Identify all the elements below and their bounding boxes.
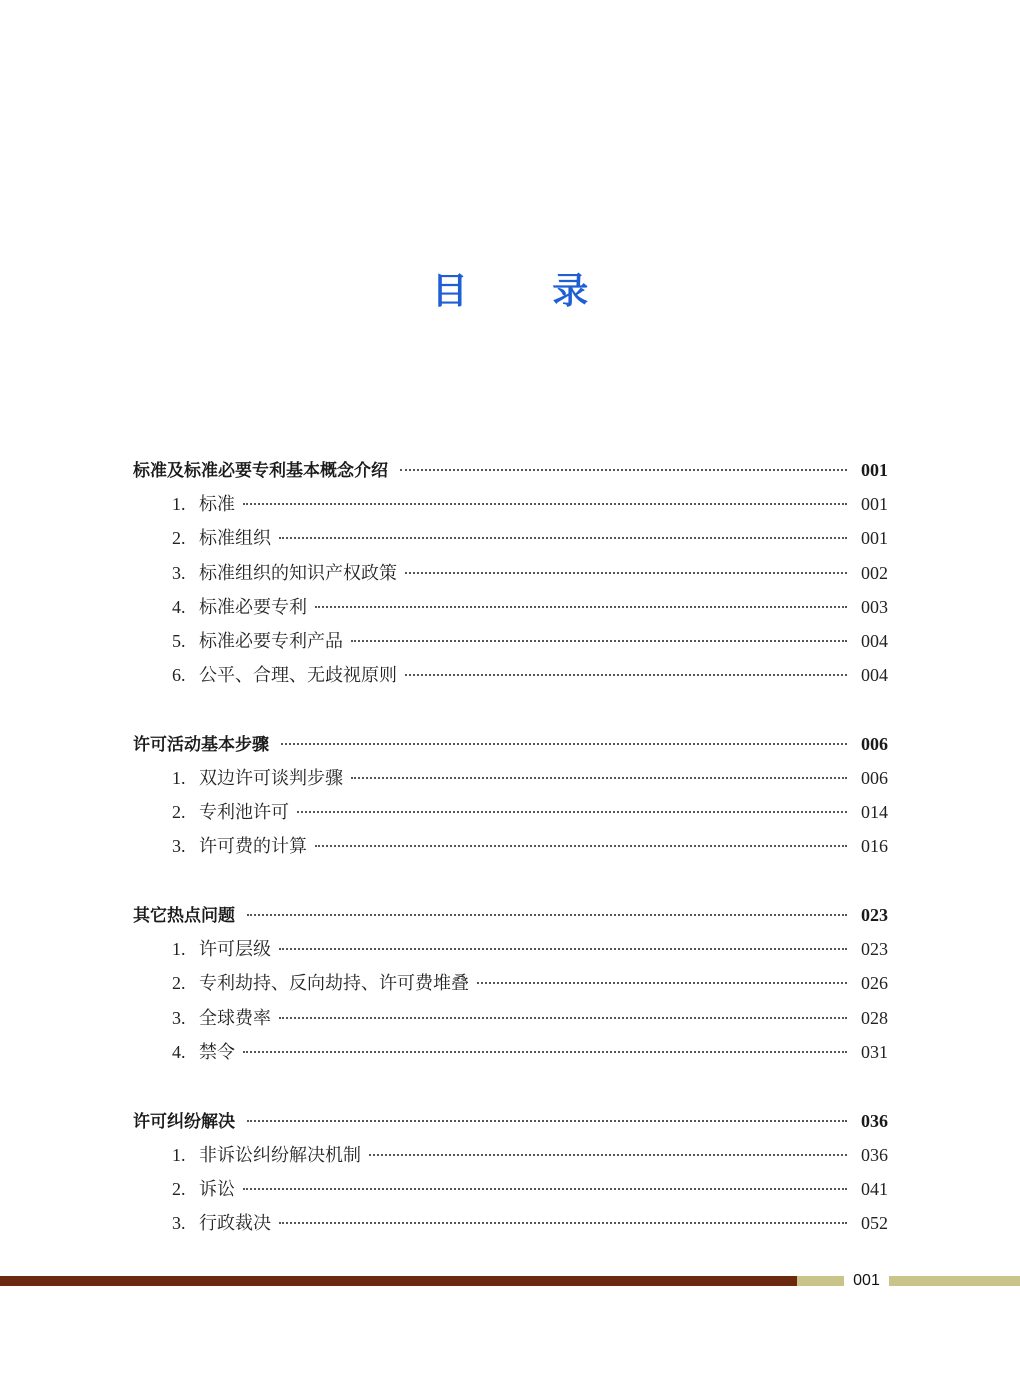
toc-heading-label: 其它热点问题: [133, 906, 235, 927]
toc-entry-number: 4.: [172, 596, 186, 617]
toc-heading-label: 许可活动基本步骤: [133, 734, 269, 755]
footer-bar: [0, 1274, 1020, 1288]
toc-section-heading[interactable]: [133, 727, 888, 761]
toc-page-number: 006: [861, 768, 888, 788]
footer-bar-dark: [0, 1276, 797, 1286]
toc-leader-dots: [315, 606, 847, 608]
toc-leader-dots: [315, 845, 847, 847]
toc-entry-label: 禁令: [199, 1041, 235, 1063]
toc-section: [133, 727, 888, 864]
footer-bar-light-right: [889, 1276, 1020, 1286]
toc-page-number: 004: [861, 630, 888, 651]
toc-entry[interactable]: [133, 1138, 888, 1172]
toc-entry[interactable]: [133, 487, 888, 521]
toc-entry-number: 6.: [172, 665, 186, 686]
toc-leader-dots: [400, 469, 847, 471]
toc-leader-dots: [405, 572, 847, 574]
toc-leader-dots: [247, 914, 847, 916]
toc-entry-number: 3.: [172, 1213, 186, 1234]
toc-page-number: 016: [861, 836, 888, 857]
toc-section: [133, 898, 888, 1069]
toc-entry-label: 标准必要专利产品: [199, 630, 343, 652]
toc-leader-dots: [279, 1017, 847, 1019]
toc-leader-dots: [279, 1222, 847, 1224]
toc-page-number: 036: [861, 1144, 888, 1165]
toc-leader-dots: [247, 1120, 847, 1122]
toc-entry[interactable]: [133, 1035, 888, 1069]
toc-entry[interactable]: [133, 556, 888, 590]
toc-entry-number: 2.: [172, 528, 186, 549]
toc-entry-label: 公平、合理、无歧视原则: [199, 665, 397, 687]
toc-entry-number: 2.: [172, 1178, 186, 1199]
toc-entry-label: 双边许可谈判步骤: [199, 768, 343, 789]
toc-entry[interactable]: [133, 761, 888, 795]
toc-entry[interactable]: [133, 1172, 888, 1206]
toc-leader-dots: [405, 674, 847, 676]
toc-entry[interactable]: [133, 521, 888, 555]
toc-entry-label: 专利劫持、反向劫持、许可费堆叠: [199, 973, 469, 995]
toc-page-number: 036: [861, 1110, 888, 1131]
toc-entry[interactable]: [133, 795, 888, 829]
toc-page-number: 001: [861, 494, 888, 515]
toc-entry-number: 1.: [172, 494, 186, 515]
toc-page-number: 002: [861, 562, 888, 583]
toc-page-number: 014: [861, 802, 888, 823]
toc-leader-dots: [297, 811, 847, 813]
toc-page-number: 031: [861, 1041, 888, 1062]
toc-entry[interactable]: [133, 829, 888, 863]
toc-entry-label: 诉讼: [199, 1178, 235, 1200]
toc-entry-label: 行政裁决: [199, 1213, 271, 1235]
footer-page-number: 001: [853, 1272, 880, 1289]
toc-entry-label: 许可费的计算: [199, 836, 307, 858]
toc-page-number: 052: [861, 1213, 888, 1234]
toc-page-number: 041: [861, 1178, 888, 1199]
toc-heading-label: 许可纠纷解决: [133, 1111, 235, 1132]
toc-entry-number: 2.: [172, 802, 186, 823]
toc-section: [133, 453, 888, 692]
toc-entry-number: 2.: [172, 973, 186, 994]
toc-entry-number: 1.: [172, 1144, 186, 1165]
toc-entry[interactable]: [133, 624, 888, 658]
toc-leader-dots: [369, 1154, 847, 1156]
toc-page-number: 003: [861, 596, 888, 617]
toc-heading-label: 标准及标准必要专利基本概念介绍: [133, 461, 388, 481]
toc-entry[interactable]: [133, 966, 888, 1000]
toc-page-number: 001: [861, 528, 888, 549]
toc-page-number: 001: [861, 460, 888, 480]
footer-bar-light-left: [797, 1276, 844, 1286]
toc-entry-label: 专利池许可: [199, 802, 289, 824]
toc-leader-dots: [279, 948, 847, 950]
toc-section-heading[interactable]: [133, 898, 888, 932]
toc-section-heading[interactable]: [133, 453, 888, 487]
toc-entry[interactable]: [133, 1001, 888, 1035]
toc-leader-dots: [351, 777, 847, 779]
toc-section: [133, 1104, 888, 1241]
toc-entry-label: 标准: [199, 494, 235, 516]
toc-section-heading[interactable]: [133, 1104, 888, 1138]
toc-entry[interactable]: [133, 1206, 888, 1240]
toc-entry-number: 4.: [172, 1041, 186, 1062]
toc-entry[interactable]: [133, 932, 888, 966]
toc-entry-label: 标准组织: [199, 528, 271, 550]
toc-entry-label: 标准必要专利: [199, 596, 307, 618]
toc-entry-number: 1.: [172, 768, 186, 788]
toc-leader-dots: [279, 537, 847, 539]
toc-leader-dots: [477, 982, 847, 984]
toc-page-number: 023: [861, 905, 888, 926]
toc-entry-number: 3.: [172, 1007, 186, 1028]
toc-entry-number: 3.: [172, 836, 186, 857]
toc-page-number: 006: [861, 733, 888, 754]
toc-entry-number: 3.: [172, 562, 186, 583]
toc-leader-dots: [281, 743, 847, 745]
toc-entry-label: 非诉讼纠纷解决机制: [199, 1144, 361, 1166]
toc-page-number: 028: [861, 1007, 888, 1028]
toc-entry-label: 许可层级: [199, 939, 271, 961]
toc-leader-dots: [243, 1051, 847, 1053]
toc-entry-number: 1.: [172, 939, 186, 960]
toc-entry[interactable]: [133, 658, 888, 692]
toc-page-number: 026: [861, 973, 888, 994]
toc-entry[interactable]: [133, 590, 888, 624]
toc-page-number: 004: [861, 665, 888, 686]
toc-leader-dots: [351, 640, 847, 642]
toc-entry-label: 标准组织的知识产权政策: [199, 562, 397, 584]
toc-page-number: 023: [861, 939, 888, 960]
table-of-contents: [133, 453, 888, 1275]
page-title: 目 录: [431, 271, 625, 312]
toc-leader-dots: [243, 503, 847, 505]
toc-entry-label: 全球费率: [199, 1007, 271, 1029]
toc-entry-number: 5.: [172, 630, 186, 651]
toc-leader-dots: [243, 1188, 847, 1190]
